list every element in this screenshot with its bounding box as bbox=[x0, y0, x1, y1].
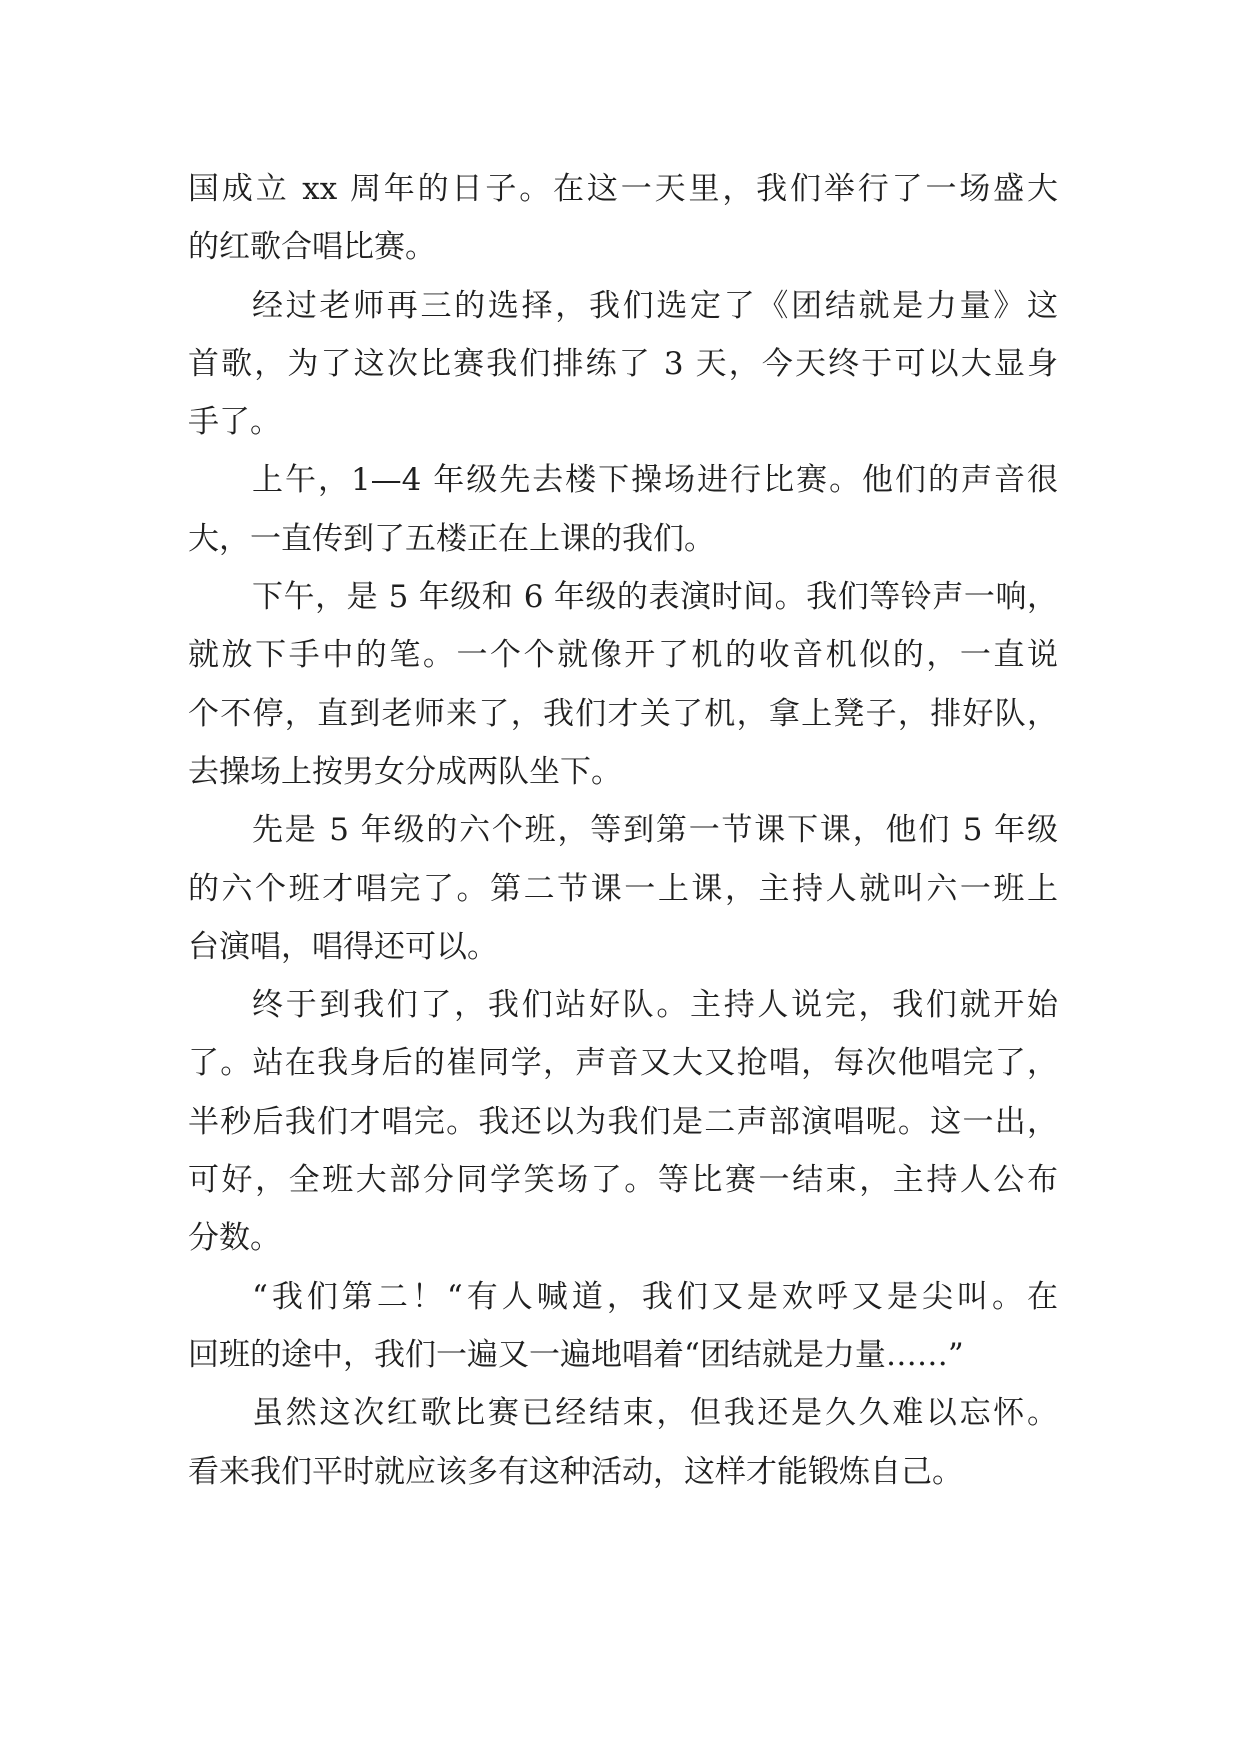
essay-body bbox=[188, 160, 1058, 1501]
paragraph-first-line: 先是 5 年级的六个班，等到第一节课下课，他们 5 年级 bbox=[252, 812, 1058, 849]
paragraph-first-line: “我们第二！“有人喊道，我们又是欢呼又是尖叫。在 bbox=[252, 1278, 1058, 1315]
text-line: 国成立 xx 周年的日子。在这一天里，我们举行了一场盛大 bbox=[188, 171, 1058, 207]
text-line: 首歌，为了这次比赛我们排练了 3 天，今天终于可以大显身 bbox=[188, 345, 1058, 382]
paragraph-first-line: 虽然这次红歌比赛已经结束，但我还是久久难以忘怀。 bbox=[252, 1395, 1058, 1432]
text-line: 半秒后我们才唱完。我还以为我们是二声部演唱呢。这一出， bbox=[188, 1103, 1058, 1140]
text-line: 大，一直传到了五楼正在上课的我们。 bbox=[188, 520, 715, 557]
text-line: 回班的途中，我们一遍又一遍地唱着“团结就是力量……” bbox=[188, 1336, 964, 1373]
text-line: 了。站在我身后的崔同学，声音又大又抢唱，每次他唱完了， bbox=[188, 1045, 1058, 1082]
text-line: 个不停，直到老师来了，我们才关了机，拿上凳子，排好队， bbox=[188, 695, 1058, 732]
text-line: 手了。 bbox=[188, 404, 281, 441]
paragraph-first-line: 下午，是 5 年级和 6 年级的表演时间。我们等铃声一响， bbox=[252, 579, 1058, 616]
text-line: 看来我们平时就应该多有这种活动，这样才能锻炼自己。 bbox=[188, 1453, 963, 1490]
paragraph-first-line: 终于到我们了，我们站好队。主持人说完，我们就开始 bbox=[252, 987, 1058, 1024]
text-line: 台演唱，唱得还可以。 bbox=[188, 928, 498, 965]
text-line: 去操场上按男女分成两队坐下。 bbox=[188, 753, 622, 790]
text-line: 就放下手中的笔。一个个就像开了机的收音机似的，一直说 bbox=[188, 637, 1058, 674]
text-line: 可好，全班大部分同学笑场了。等比赛一结束，主持人公布 bbox=[188, 1162, 1058, 1199]
text-line: 分数。 bbox=[188, 1220, 281, 1257]
text-line: 的红歌合唱比赛。 bbox=[188, 229, 436, 266]
paragraph-first-line: 经过老师再三的选择，我们选定了《团结就是力量》这 bbox=[252, 287, 1058, 324]
text-line: 的六个班才唱完了。第二节课一上课，主持人就叫六一班上 bbox=[188, 870, 1058, 907]
paragraph-first-line: 上午，1—4 年级先去楼下操场进行比赛。他们的声音很 bbox=[252, 462, 1058, 499]
